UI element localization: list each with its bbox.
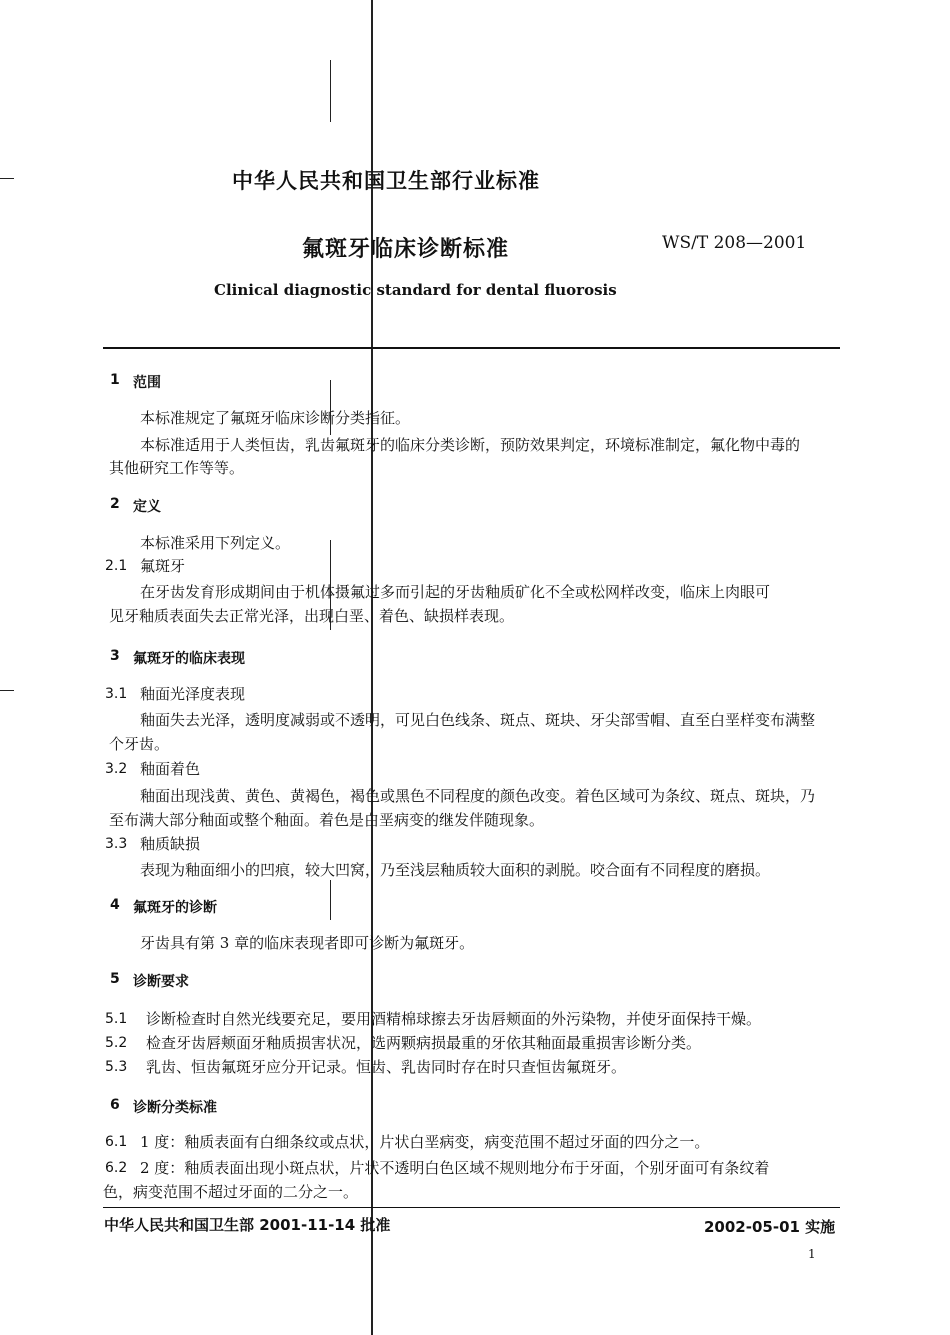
section-2-paragraph: 见牙釉质表面失去正常光泽，出现白垩、着色、缺损样表现。 (109, 607, 515, 625)
section-6-number: 6 (110, 1097, 120, 1113)
document-title: 氟斑牙临床诊断标准 (302, 237, 510, 262)
effective-date: 2002-05-01 实施 (704, 1218, 836, 1236)
header-rule (103, 347, 840, 349)
item-6-2-text: 色，病变范围不超过牙面的二分之一。 (103, 1183, 359, 1201)
section-3-paragraph: 表现为釉面细小的凹痕，较大凹窝，乃至浅层釉质较大面积的剥脱。咬合面有不同程度的磨损。 (140, 861, 771, 879)
section-1-title: 范围 (133, 375, 161, 391)
english-title: Clinical diagnostic standard for dental fluorosis (214, 281, 617, 299)
section-5-title: 诊断要求 (133, 974, 189, 990)
section-1-paragraph: 其他研究工作等等。 (109, 459, 245, 477)
page-number: 1 (808, 1247, 816, 1261)
subsection-3-1-title: 釉面光泽度表现 (140, 685, 246, 703)
scan-line-left-edge (0, 690, 14, 691)
subsection-3-2-title: 釉面着色 (140, 760, 201, 778)
standard-code: WS/T 208—2001 (662, 233, 807, 253)
subsection-2-1-title: 氟斑牙 (140, 557, 186, 575)
section-1-paragraph: 本标准适用于人类恒齿，乳齿氟斑牙的临床分类诊断，预防效果判定，环境标准制定，氟化物中毒的 (140, 436, 801, 454)
section-2-paragraph: 本标准采用下列定义。 (140, 534, 291, 552)
footer-rule (103, 1207, 840, 1208)
section-2-number: 2 (110, 496, 120, 512)
item-5-3-number: 5.3 (105, 1059, 128, 1075)
item-5-2-text: 检查牙齿唇颊面牙釉质损害状况，选两颗病损最重的牙依其釉面最重损害诊断分类。 (146, 1034, 702, 1052)
item-6-1-number: 6.1 (105, 1134, 128, 1150)
section-2-title: 定义 (133, 499, 161, 515)
section-4-title: 氟斑牙的诊断 (133, 900, 217, 916)
section-1-number: 1 (110, 372, 120, 388)
issuer-heading: 中华人民共和国卫生部行业标准 (232, 169, 540, 193)
section-3-number: 3 (110, 648, 120, 664)
item-6-2-number: 6.2 (105, 1160, 128, 1176)
subsection-3-1-number: 3.1 (105, 686, 128, 702)
section-6-title: 诊断分类标准 (133, 1100, 217, 1116)
scan-line-left-bottom (330, 880, 331, 920)
section-1-paragraph: 本标准规定了氟斑牙临床诊断分类指征。 (140, 409, 411, 427)
scan-line-left-upper (330, 60, 331, 122)
subsection-3-2-number: 3.2 (105, 761, 128, 777)
subsection-3-3-number: 3.3 (105, 836, 128, 852)
approval-line: 中华人民共和国卫生部 2001-11-14 批准 (104, 1216, 391, 1234)
subsection-2-1-number: 2.1 (105, 558, 128, 574)
item-5-1-text: 诊断检查时自然光线要充足，要用酒精棉球擦去牙齿唇颊面的外污染物，并使牙面保持干燥。 (146, 1010, 762, 1028)
item-5-3-text: 乳齿、恒齿氟斑牙应分开记录。恒齿、乳齿同时存在时只查恒齿氟斑牙。 (146, 1058, 627, 1076)
item-5-2-number: 5.2 (105, 1035, 128, 1051)
item-6-2-text: 2 度：釉质表面出现小斑点状，片状不透明白色区域不规则地分布于牙面，个别牙面可有条纹着 (140, 1159, 770, 1177)
section-2-paragraph: 在牙齿发育形成期间由于机体摄氟过多而引起的牙齿釉质矿化不全或松网样改变，临床上肉眼可 (140, 583, 771, 601)
section-3-paragraph: 釉面失去光泽，透明度减弱或不透明，可见白色线条、斑点、斑块、牙尖部雪帽、直至白垩样变布满整 (140, 711, 816, 729)
section-3-paragraph: 釉面出现浅黄、黄色、黄褐色，褐色或黑色不同程度的颜色改变。着色区域可为条纹、斑点、斑块，乃 (140, 787, 816, 805)
subsection-3-3-title: 釉质缺损 (140, 835, 201, 853)
section-5-number: 5 (110, 971, 120, 987)
section-4-paragraph: 牙齿具有第 3 章的临床表现者即可诊断为氟斑牙。 (140, 934, 475, 952)
section-3-title: 氟斑牙的临床表现 (133, 651, 245, 667)
section-4-number: 4 (110, 897, 120, 913)
section-3-paragraph: 至布满大部分釉面或整个釉面。着色是白垩病变的继发伴随现象。 (109, 811, 545, 829)
item-5-1-number: 5.1 (105, 1011, 128, 1027)
section-3-paragraph: 个牙齿。 (109, 735, 170, 753)
scan-line-top-edge (0, 178, 14, 179)
item-6-1-text: 1 度：釉质表面有白细条纹或点状，片状白垩病变，病变范围不超过牙面的四分之一。 (140, 1133, 710, 1151)
